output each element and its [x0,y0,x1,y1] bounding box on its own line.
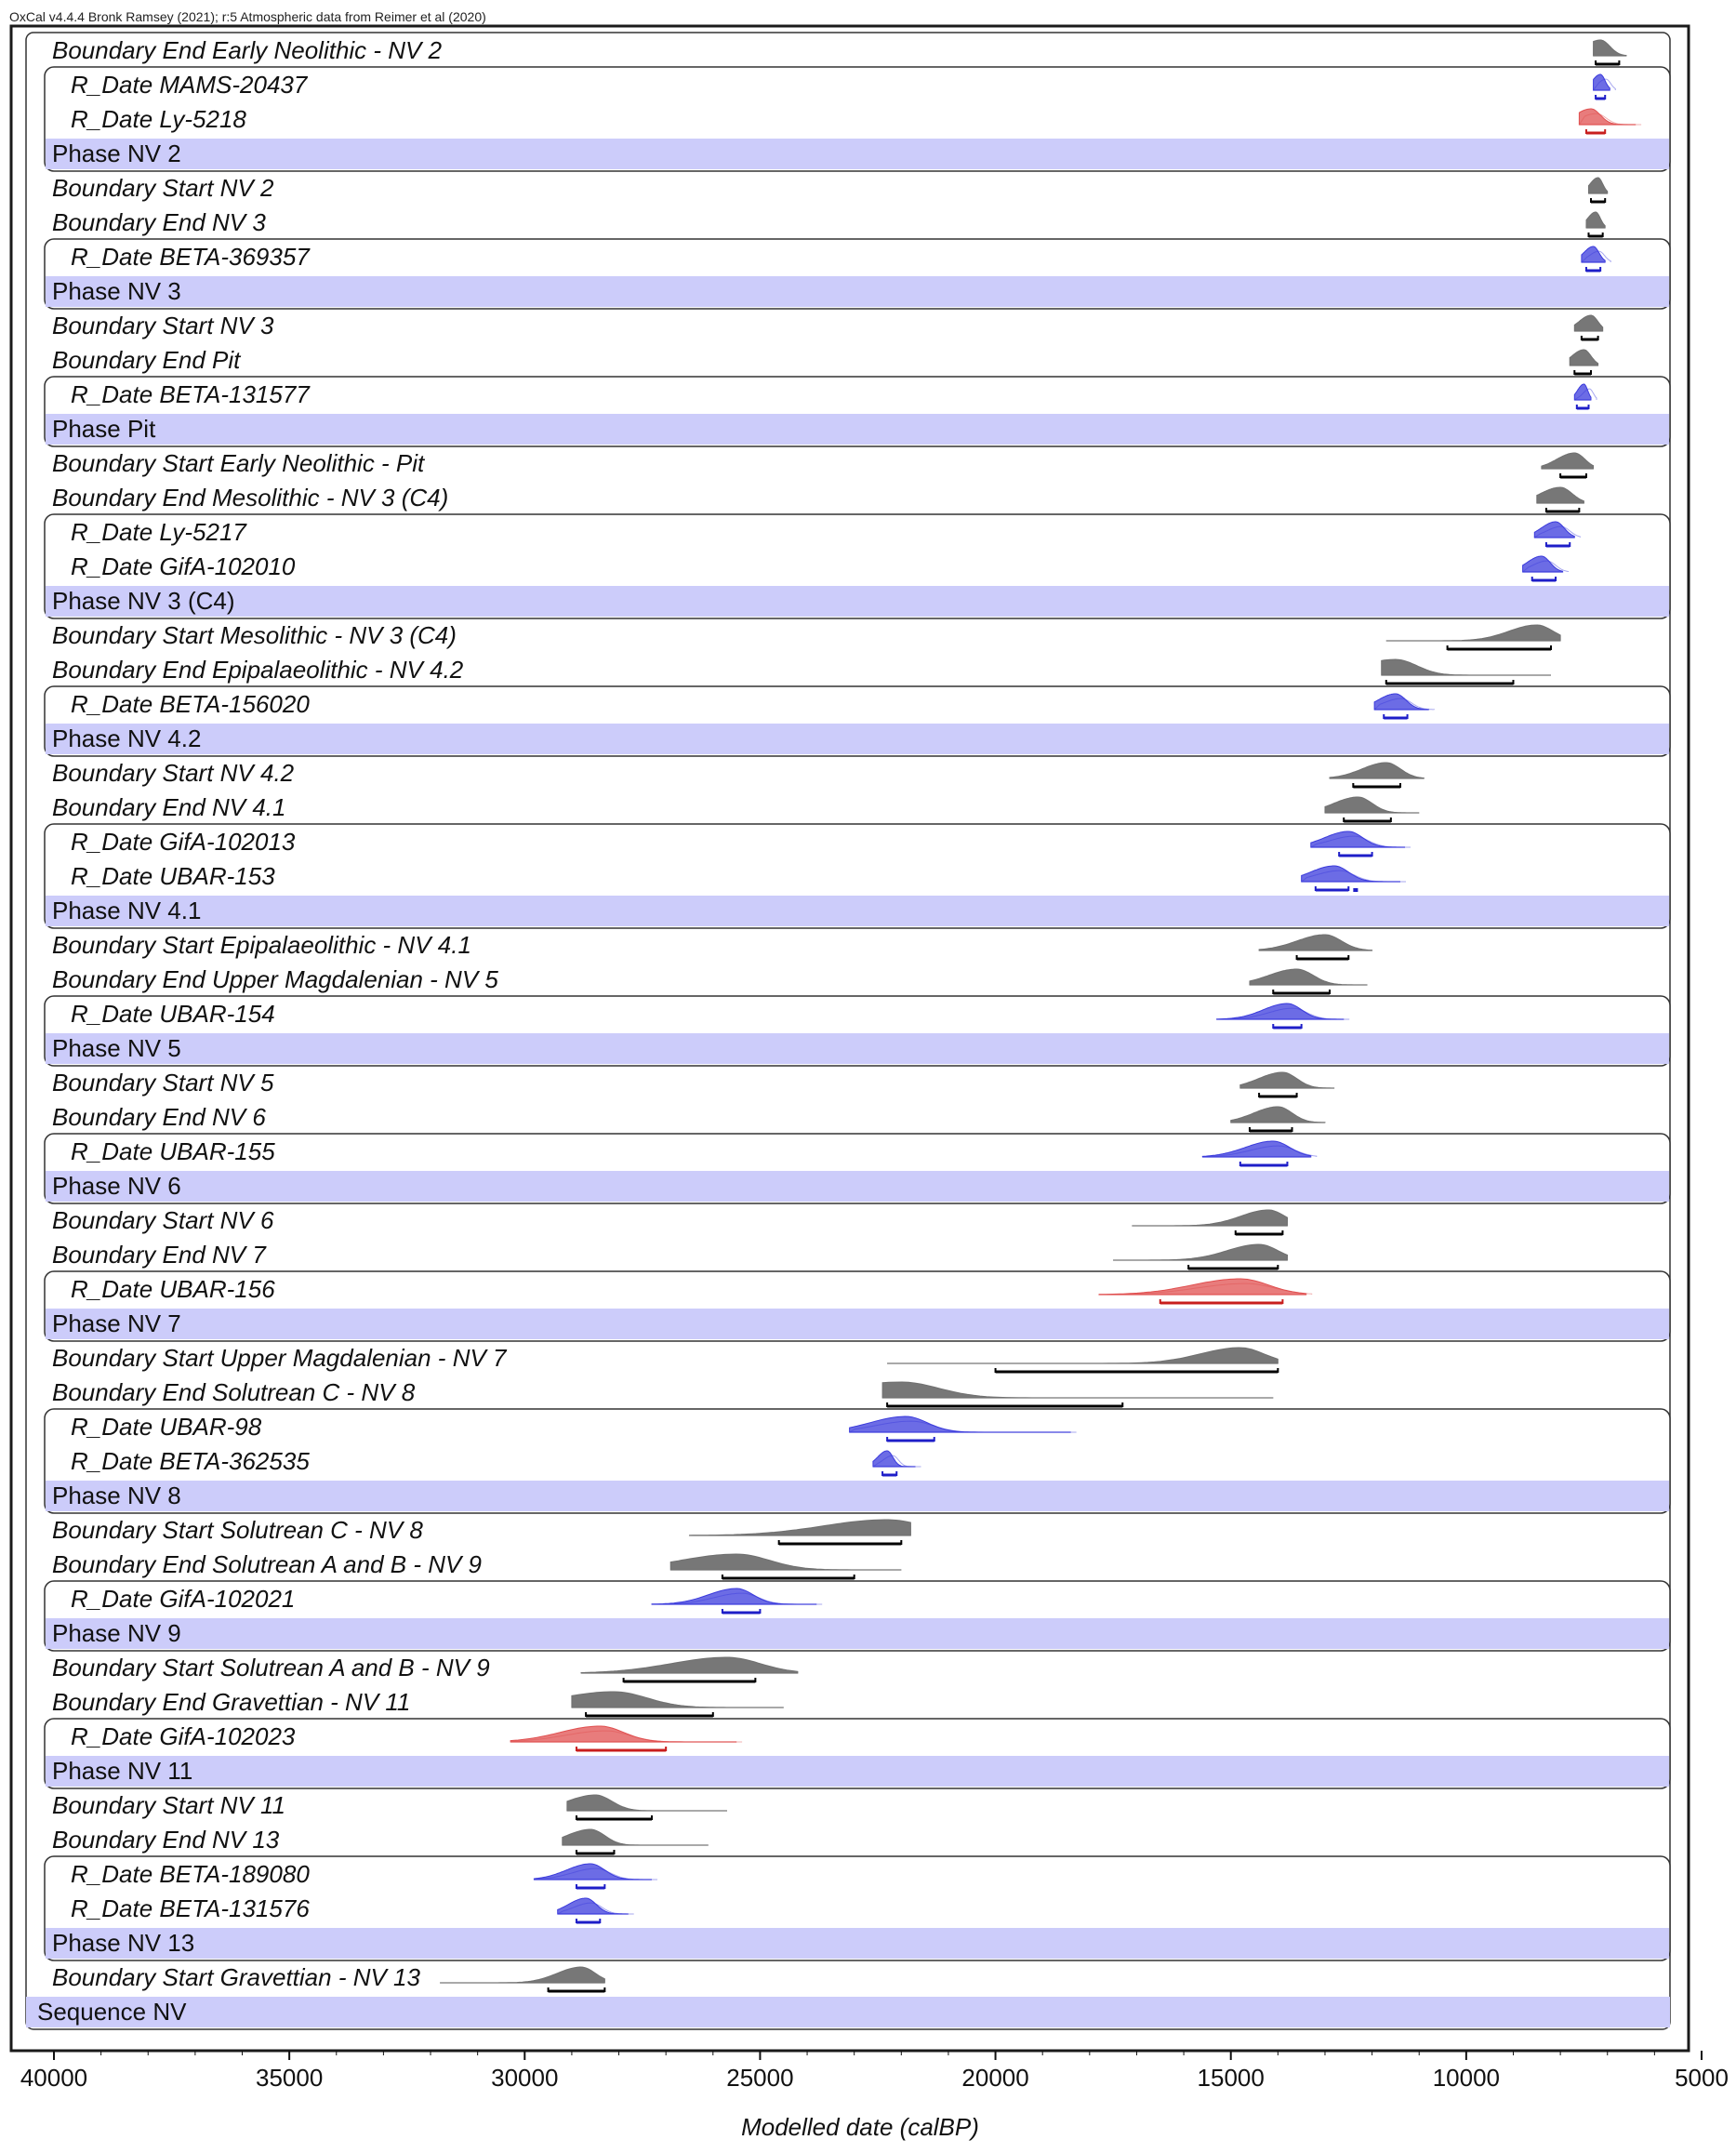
phase-band [46,586,1669,617]
phase-label: Phase Pit [52,415,156,443]
boundary-label: Boundary Start Mesolithic - NV 3 (C4) [52,621,457,649]
phase-label: Phase NV 4.1 [52,897,202,924]
date-label: R_Date BETA-189080 [71,1860,310,1888]
date-label: R_Date MAMS-20437 [71,71,308,99]
boundary-label: Boundary End Gravettian - NV 11 [52,1688,411,1716]
date-label: R_Date BETA-156020 [71,690,310,718]
boundary-label: Boundary Start Epipalaeolithic - NV 4.1 [52,931,471,959]
sequence-label: Sequence NV [37,1998,187,2026]
date-label: R_Date BETA-362535 [71,1447,310,1475]
phase-band [46,1618,1669,1649]
boundary-label: Boundary Start Upper Magdalenian - NV 7 [52,1344,507,1372]
boundary-label: Boundary End NV 3 [52,208,266,236]
boundary-label: Boundary End Epipalaeolithic - NV 4.2 [52,656,464,684]
date-label: R_Date BETA-369357 [71,243,310,271]
phase-band [46,1171,1669,1202]
boundary-label: Boundary Start NV 5 [52,1069,274,1096]
date-label: R_Date UBAR-154 [71,1000,275,1028]
date-label: R_Date UBAR-98 [71,1413,262,1441]
boundary-label: Boundary Start Gravettian - NV 13 [52,1963,420,1991]
phase-label: Phase NV 2 [52,140,181,167]
x-tick-label: 10000 [1432,2064,1501,2092]
date-label: R_Date GifA-102021 [71,1585,296,1613]
phase-band [46,276,1669,307]
boundary-label: Boundary End Pit [52,346,241,374]
boundary-label: Boundary Start Early Neolithic - Pit [52,449,425,477]
phase-band [46,139,1669,169]
date-label: R_Date Ly-5218 [71,105,246,133]
date-label: R_Date UBAR-155 [71,1137,275,1165]
x-tick-label: 30000 [491,2064,559,2092]
date-label: R_Date Ly-5217 [71,518,246,546]
x-tick-label: 15000 [1197,2064,1265,2092]
boundary-label: Boundary Start NV 11 [52,1791,285,1819]
date-label: R_Date GifA-102023 [71,1722,296,1750]
date-label: R_Date UBAR-156 [71,1275,275,1303]
boundary-label: Boundary Start Solutrean A and B - NV 9 [52,1654,490,1681]
phase-label: Phase NV 3 [52,277,181,305]
phase-label: Phase NV 8 [52,1482,181,1509]
phase-label: Phase NV 4.2 [52,724,202,752]
date-label: R_Date BETA-131576 [71,1894,310,1922]
phase-label: Phase NV 9 [52,1619,181,1647]
boundary-label: Boundary End NV 6 [52,1103,266,1131]
phase-label: Phase NV 5 [52,1034,181,1062]
boundary-label: Boundary End Upper Magdalenian - NV 5 [52,965,498,993]
date-label: R_Date UBAR-153 [71,862,275,890]
boundary-label: Boundary Start NV 6 [52,1206,274,1234]
boundary-label: Boundary End NV 7 [52,1241,266,1269]
phase-label: Phase NV 11 [52,1757,193,1785]
phase-label: Phase NV 6 [52,1172,181,1200]
phase-band [46,414,1669,445]
date-label: R_Date GifA-102013 [71,828,296,856]
boundary-label: Boundary End NV 13 [52,1826,280,1854]
phase-band [46,1033,1669,1064]
phase-label: Phase NV 7 [52,1309,181,1337]
phase-band [46,896,1669,926]
date-label: R_Date BETA-131577 [71,380,310,408]
boundary-label: Boundary End Mesolithic - NV 3 (C4) [52,484,449,512]
phase-band [46,1481,1669,1511]
x-tick-label: 35000 [255,2064,324,2092]
header-text: OxCal v4.4.4 Bronk Ramsey (2021); r:5 Atmospheric data from Reimer et al (2020) [9,9,486,24]
date-label: R_Date GifA-102010 [71,552,296,580]
x-tick-label: 40000 [20,2064,88,2092]
phase-label: Phase NV 3 (C4) [52,587,235,615]
phase-band [46,1928,1669,1959]
boundary-label: Boundary End Solutrean A and B - NV 9 [52,1550,483,1578]
x-tick-label: 25000 [726,2064,794,2092]
sequence-band [26,1997,1670,2027]
x-tick-label: 20000 [961,2064,1029,2092]
boundary-label: Boundary End NV 4.1 [52,793,286,821]
x-axis-label: Modelled date (calBP) [741,2113,979,2141]
x-axis [20,2051,1729,2092]
phase-band [46,1309,1669,1339]
boundary-label: Boundary End Solutrean C - NV 8 [52,1378,416,1406]
boundary-label: Boundary Start NV 3 [52,312,274,339]
phase-label: Phase NV 13 [52,1929,195,1957]
boundary-label: Boundary Start NV 2 [52,174,274,202]
boundary-label: Boundary Start NV 4.2 [52,759,295,787]
boundary-label: Boundary End Early Neolithic - NV 2 [52,36,443,64]
phase-band [46,1756,1669,1787]
boundary-label: Boundary Start Solutrean C - NV 8 [52,1516,423,1544]
x-tick-label: 5000 [1675,2064,1729,2092]
phase-band [46,724,1669,754]
